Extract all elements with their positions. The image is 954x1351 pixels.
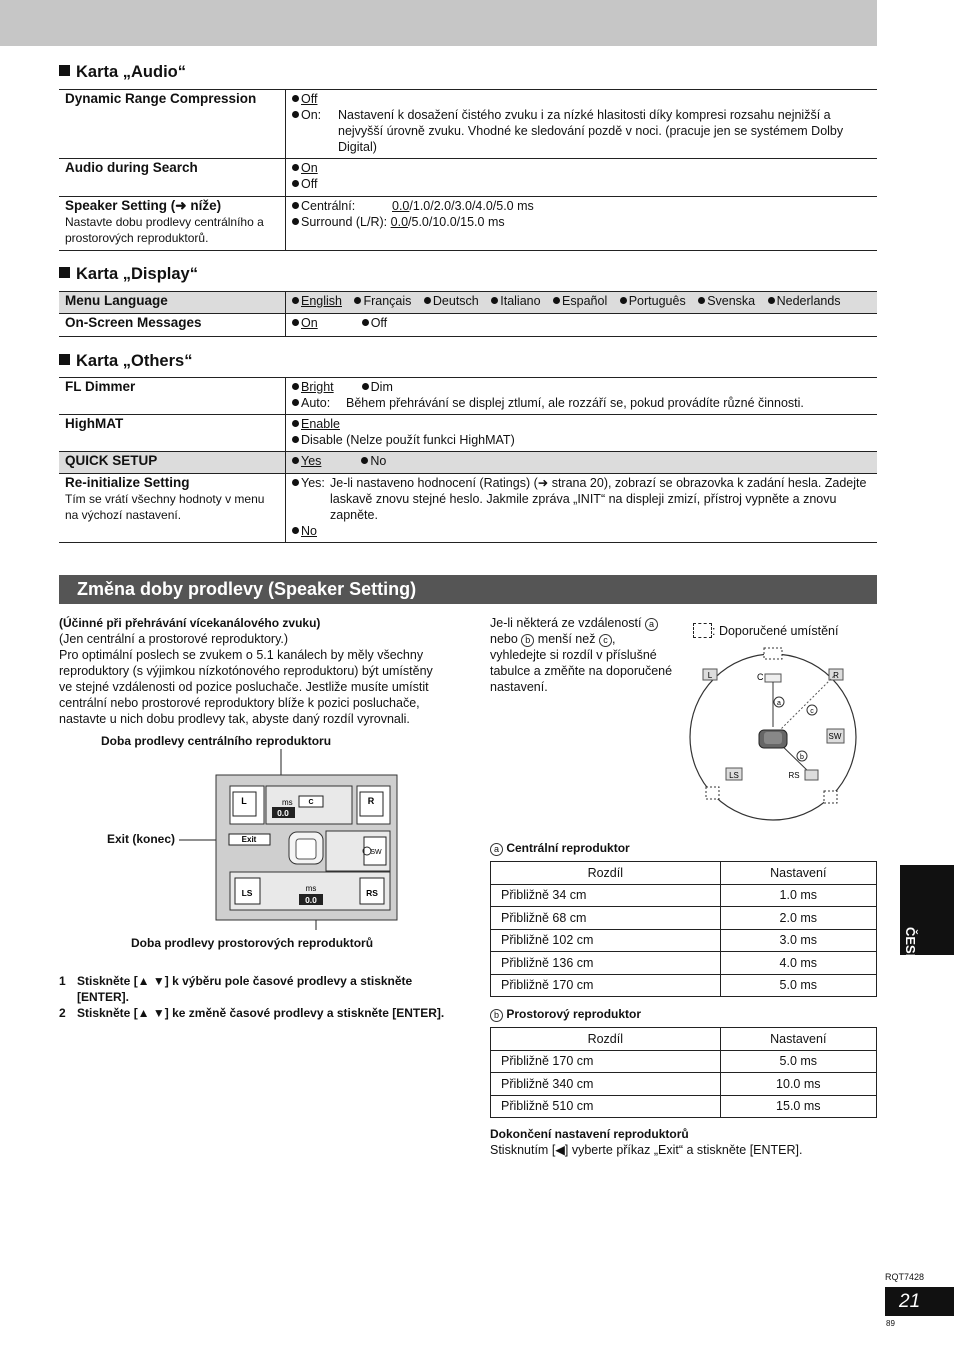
svg-text:R: R: [833, 671, 839, 680]
table-b-title: b Prostorový reproduktor: [490, 1007, 641, 1022]
screen-l: L: [241, 796, 247, 806]
table-row: Přibližně 136 cm 4.0 ms: [491, 952, 877, 975]
language-list: English Français Deutsch Italiano Español Português Svenska Nederlands: [286, 292, 878, 314]
svg-text:RS: RS: [788, 771, 800, 780]
finish-note: Dokončení nastavení reproduktorů Stisknutím [◀] vyberte příkaz „Exit“ a stiskněte [ENTER].: [490, 1127, 803, 1157]
table-row: Přibližně 34 cm 1.0 ms: [491, 884, 877, 907]
table-row: Přibližně 510 cm 15.0 ms: [491, 1095, 877, 1118]
table-row: Přibližně 102 cm 3.0 ms: [491, 929, 877, 952]
audio-table: Dynamic Range Compression Off On: Nastavení k dosažení čistého zvuku i za nízké hlasitosti díky kompresi rozsahu nejnižší a nejvyšší úrovně zvuku. Vhodné ke sledování pozdě v noci. (pracuje jen se systémem Dolby Digital) Audio during Search On Off Speaker Setting (➜ níže) Nastavte dobu prodlevy centrálního a prostorových reproduktorů. Centrální: 0.0/1.0/2.0/3.0/4.0/5.0 ms Surround (L/R): 0.0/5.0/10.0/15.0 ms: [59, 89, 877, 251]
svg-text:Exit: Exit: [241, 835, 257, 844]
svg-text:RS: RS: [366, 888, 378, 898]
svg-text:a: a: [777, 700, 781, 707]
caption-exit: Exit (konec): [107, 832, 176, 846]
svg-text:SW: SW: [828, 732, 842, 741]
model-code: RQT7428: [885, 1272, 925, 1282]
section-title-display: Karta „Display“: [59, 265, 198, 284]
svg-text:ms: ms: [282, 798, 293, 807]
section-title-audio: Karta „Audio“: [59, 63, 186, 82]
caption-center-delay: Doba prodlevy centrálního reproduktoru: [101, 734, 332, 748]
drc-on-text: Nastavení k dosažení čistého zvuku i za nízké hlasitosti díky kompresi rozsahu nejnižší a nejvyšší úrovně zvuku. Vhodné ke sledování pozdě v noci. (pracuje jen se systémem Dolby Digital): [338, 108, 844, 154]
table-row: Přibližně 170 cm 5.0 ms: [491, 1050, 877, 1073]
distance-hint: Je-li některá ze vzdáleností a nebo b menší než c , vyhledejte si rozdíl v příslušné tabulce a změňte na doporučené nastavení.: [490, 616, 673, 694]
speaker-setting-screen: [178, 745, 403, 930]
small-page-number: 89: [886, 1319, 895, 1328]
placement-legend: : Doporučené umístění: [693, 623, 838, 638]
steps-list: 1 Stiskněte [▲ ▼] k výběru pole časové prodlevy a stiskněte [ENTER]. 2 Stiskněte [▲ ▼] ke změně časové prodlevy a stiskněte [ENTER].: [59, 974, 445, 1020]
caption-surround-delay: Doba prodlevy prostorových reproduktorů: [131, 936, 374, 950]
center-delay-table: Rozdíl Nastavení Přibližně 34 cm 1.0 ms Přibližně 68 cm 2.0 ms Přibližně 102 cm 3.0 ms Přibližně 136 cm 4.0 ms Přibližně 170 cm 5.0 ms: [490, 861, 877, 997]
language-tab: ČESKY: [900, 865, 954, 955]
svg-text:C: C: [308, 799, 314, 806]
room-placement-diagram: [684, 644, 864, 829]
drc-label: Dynamic Range Compression: [65, 91, 257, 106]
table-row: Přibližně 170 cm 5.0 ms: [491, 974, 877, 997]
table-row: Přibližně 68 cm 2.0 ms: [491, 907, 877, 930]
svg-text:ms: ms: [305, 884, 317, 893]
display-table: Menu Language English Français Deutsch Italiano Español Português Svenska Nederlands On-Screen Messages On Off: [59, 291, 877, 337]
intro-text: (Účinné při přehrávání vícekanálového zvuku) (Jen centrální a prostorové reproduktory.) Pro optimální poslech se zvukem o 5.1 kanálech by měly všechny reproduktory (s výjimkou nízkotónového reproduktoru) být umístěny ve stejné vzdálenosti od pozice posluchače. Jestliže musíte umístit centrální nebo prostorové reproduktory blíže k pozici posluchače, nastavte u nich dobu prodlevy tak, abyste daný rozdíl vyrovnali.: [59, 616, 433, 726]
section-title-others: Karta „Others“: [59, 352, 192, 371]
table-row: Přibližně 340 cm 10.0 ms: [491, 1073, 877, 1096]
svg-text:LS: LS: [241, 888, 253, 898]
section-banner: Změna doby prodlevy (Speaker Setting): [59, 575, 877, 604]
others-table: FL Dimmer Bright Dim Auto: Během přehrávání se displej ztlumí, ale rozzáří se, pokud provádíte různé činnosti. HighMAT Enable Disable (Nelze použít funkci HighMAT) QUICK SETUP Yes No Re-initialize Setting Tím se vrátí všechny hodnoty v menu na výchozí nastavení. Yes: Je-li nastaveno hodnocení (Ratings) (➜ strana 20), zobrazí se obrazovka k zadání hesla. Zadejte laskavě znovu stejné heslo. Jakmile zpráva „INIT“ na displeji zmizí, přístroj vypněte a znovu zapněte. No: [59, 377, 877, 543]
svg-text:SW: SW: [370, 849, 382, 856]
screen-r: R: [367, 796, 375, 806]
svg-text:LS: LS: [729, 771, 739, 780]
speaker-setting-label: Speaker Setting (➜ níže): [65, 198, 222, 213]
svg-text:b: b: [800, 754, 804, 761]
page-number: 21: [885, 1287, 954, 1316]
surround-delay-table: Rozdíl Nastavení Přibližně 170 cm 5.0 ms Přibližně 340 cm 10.0 ms Přibližně 510 cm 15.0 ms: [490, 1027, 877, 1118]
surround-delay-value[interactable]: 0.0: [305, 895, 317, 905]
search-label: Audio during Search: [65, 160, 198, 175]
svg-text:C: C: [757, 672, 764, 682]
svg-text:L: L: [707, 671, 713, 680]
drc-off: Off: [301, 92, 318, 106]
top-gray-bar: [0, 0, 877, 46]
center-delay-value[interactable]: 0.0: [277, 808, 289, 818]
svg-text:c: c: [810, 708, 814, 715]
table-a-title: a Centrální reproduktor: [490, 841, 630, 856]
